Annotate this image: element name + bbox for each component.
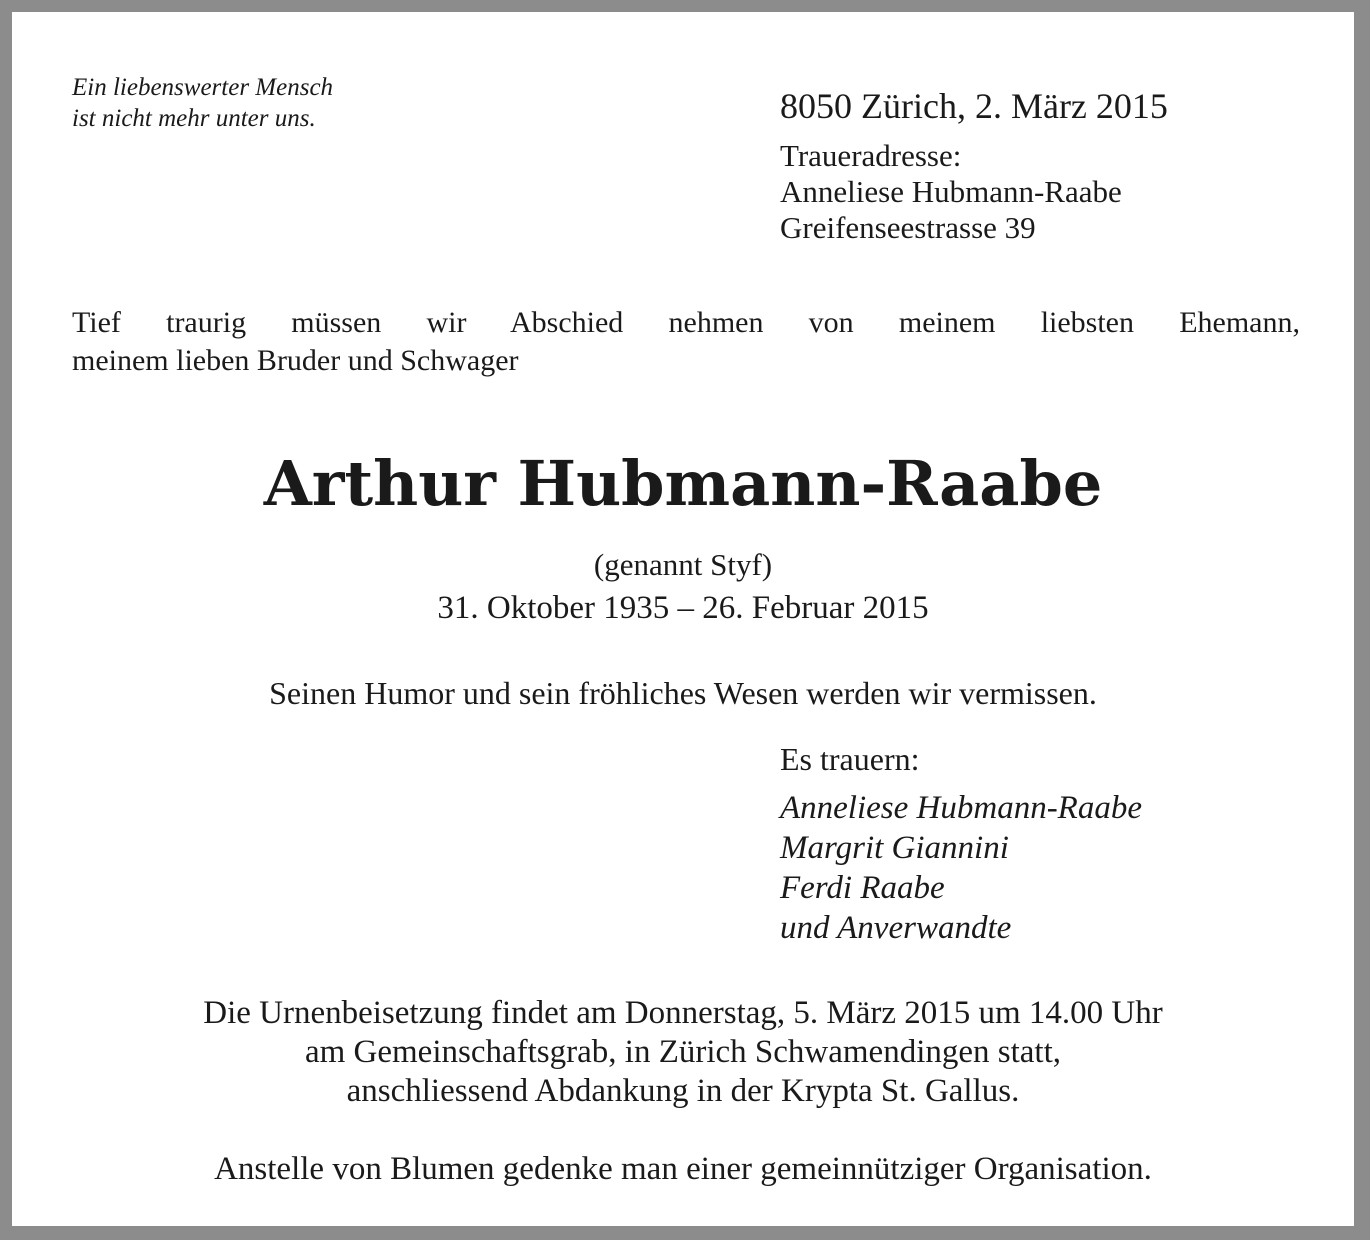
burial-line: Die Urnenbeisetzung findet am Donnerstag, 5. März 2015 um 14.00 Uhr [203,995,1163,1031]
place-date: 8050 Zürich, 2. März 2015 [780,86,1168,126]
deceased-name: Arthur Hubmann-Raabe [263,447,1103,520]
intro-text [72,304,1300,380]
burial-line: anschliessend Abdankung in der Krypta St. Gallus. [346,1073,1020,1109]
mourners-heading: Es trauern: [780,741,920,777]
mourner-name: Ferdi Raabe [780,870,945,906]
mourner-name: Anneliese Hubmann-Raabe [780,790,1142,826]
burial-line: am Gemeinschaftsgrab, in Zürich Schwamendingen statt, [304,1034,1062,1070]
mourners-list [780,788,1142,948]
burial-info [12,994,1354,1111]
intro-line: meinem lieben Bruder und Schwager [72,344,519,377]
motto-line: Ein liebenswerter Mensch [72,74,334,101]
obituary-notice [12,12,1354,1226]
memory-line: Seinen Humor und sein fröhliches Wesen werden wir vermissen. [269,675,1097,711]
life-dates: 31. Oktober 1935 – 26. Februar 2015 [437,590,929,626]
motto [72,72,333,134]
mourner-name: Margrit Giannini [780,830,1009,866]
mourning-address [780,138,1122,246]
intro-line: Tief traurig müssen wir Abschied nehmen von meinem liebsten Ehemann, [72,306,1300,339]
mourning-address-name: Anneliese Hubmann-Raabe [780,174,1122,209]
mourner-name: und Anverwandte [780,910,1012,946]
mourning-address-label: Traueradresse: [780,138,962,173]
motto-line: ist nicht mehr unter uns. [72,105,316,132]
deceased-nickname: (genannt Styf) [593,547,773,582]
mourning-address-street: Greifenseestrasse 39 [780,210,1036,245]
flowers-note: Anstelle von Blumen gedenke man einer gemeinnütziger Organisation. [214,1151,1152,1187]
